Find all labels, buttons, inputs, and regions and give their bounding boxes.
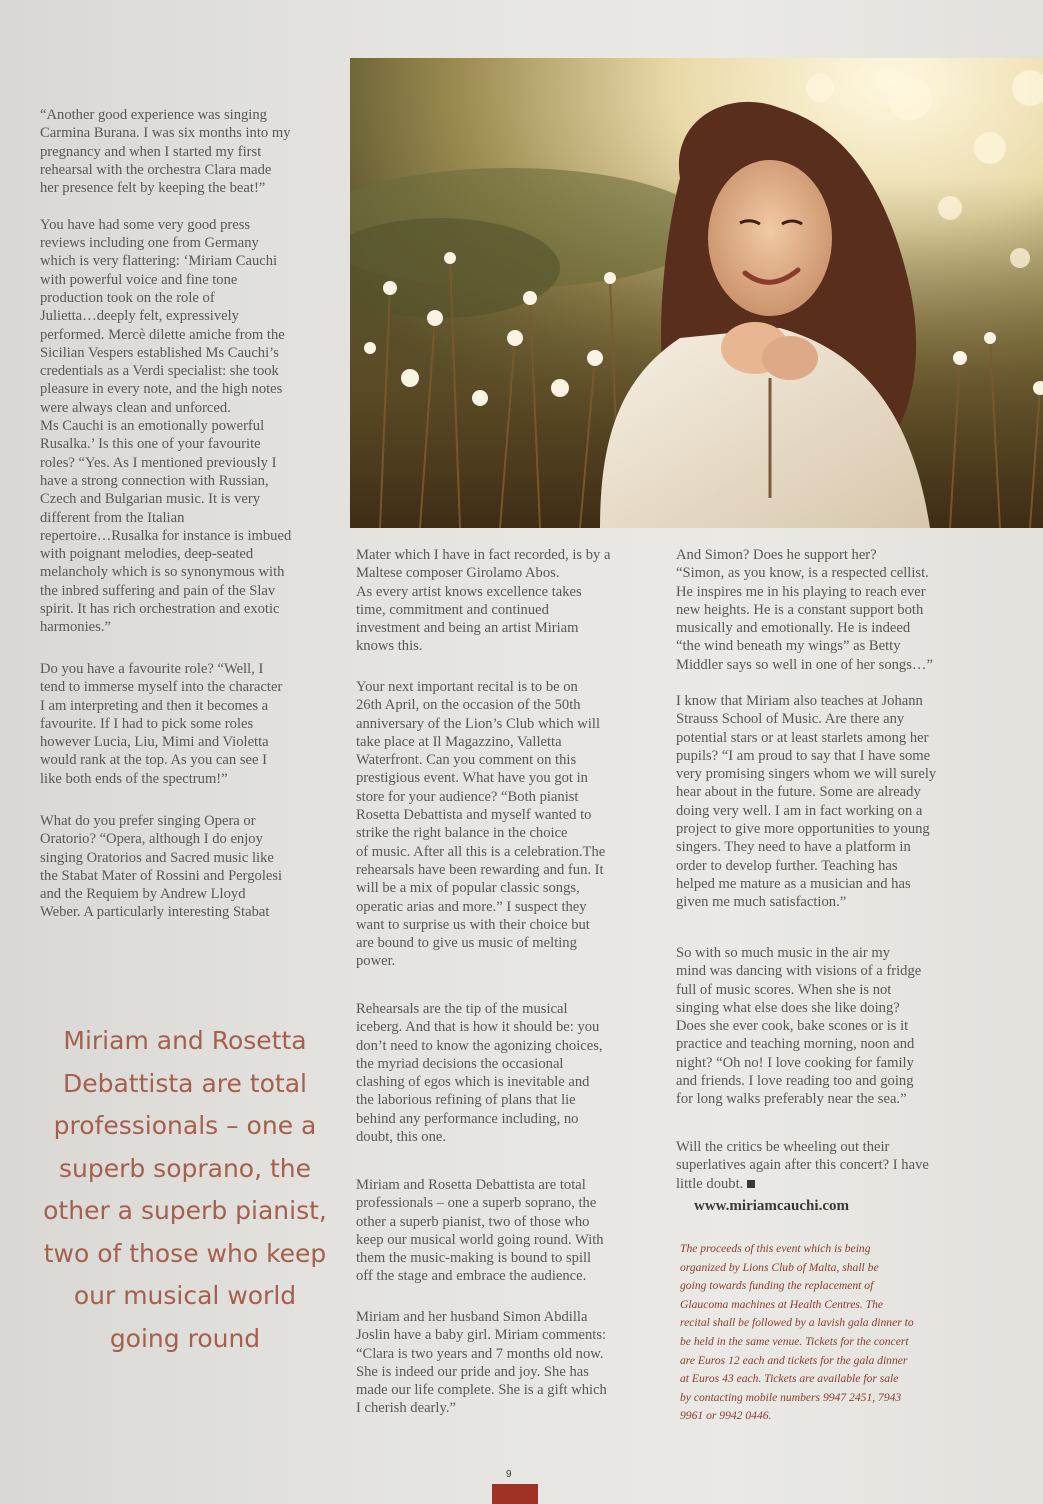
page-number: 9	[506, 1469, 512, 1480]
closing-sentence: Will the critics be wheeling out their superlatives again after this concert? I have little doubt.	[676, 1139, 929, 1192]
right-column-paragraph-3: So with so much music in the air my mind was dancing with visions of a fridge full of music scores. When she is not singing what else does she like doing? Does she ever cook, bake scones or is it practice and teaching morning, noon and night? “Oh no! I love cooking for family and friends. I love reading too and going for long walks preferably near the sea.”	[676, 945, 922, 1108]
middle-column-paragraph-2: Your next important recital is to be on 26th April, on the occasion of the 50th anniversary of the Lion’s Club which will take place at Il Magazzino, Valletta Waterfront. Can you comment on this prestigious event. What have you got in store for your audience? “Both pianist Rosetta Debattista and myself wanted to strike the right balance in the choice of music. After all this is a celebration.The rehearsals have been rewarding and fun. It will be a mix of popular classic songs, operatic arias and more.” I suspect they want to surprise us with their choice but are bound to give us music of melting power.	[356, 679, 606, 970]
portrait-photo	[350, 58, 1043, 528]
end-mark-icon	[747, 1180, 755, 1188]
event-proceeds-note: The proceeds of this event which is being organized by Lions Club of Malta, shall be going towards funding the replacement of Glaucoma machines at Health Centres. The recital shall be followed by a lavish gala dinner to be held in the same venue. Tickets for the concert are Euros 12 each and tickets for the gala dinner at Euros 43 each. Tickets are available for sale by contacting mobile numbers 9947 2451, 7943 9961 or 9942 0446.	[680, 1242, 914, 1423]
left-column-paragraph-3: What do you prefer singing Opera or Oratorio? “Opera, although I do enjoy singing Oratorios and Sacred music like the Stabat Mater of Rossini and Pergolesi and the Requiem by Andrew Lloyd Weber. A particularly interesting Stabat	[40, 813, 283, 921]
left-column-paragraph-1: “Another good experience was singing Carmina Burana. I was six months into my pregnancy and when I started my first rehearsal with the orchestra Clara made her presence felt by keeping the beat!” You have had some very good press reviews including one from Germany which is very flattering: ‘Miriam Cauchi with powerful voice and fine tone production took on the role of Julietta…deeply felt, expressively performed. Mercè dilette amiche from the Sicilian Vespers established Ms Cauchi’s credentials as a Verdi specialist: she took pleasure in every note, and the high notes were always clean and unforced. Ms Cauchi is an emotionally powerful Rusalka.’ Is this one of your favourite roles? “Yes. As I mentioned previously I have a strong connection with Russian, Czech and Bulgarian music. It is very different from the Italian repertoire…Rusalka for instance is imbued with poignant melodies, deep-seated melancholy which is so synonymous with the inbred suffering and pain of the Slav spirit. It has rich orchestration and exotic harmonies.”	[40, 107, 292, 636]
middle-column-paragraph-4: Miriam and Rosetta Debattista are total professionals – one a superb soprano, the other a superb pianist, two of those who keep our musical world going round. With them the music-making is bound to spill off the stage and embrace the audience.	[356, 1177, 604, 1285]
middle-column-paragraph-1: Mater which I have in fact recorded, is by a Maltese composer Girolamo Abos. As every artist knows excellence takes time, commitment and continued investment and being an artist Miriam knows this.	[356, 547, 611, 655]
right-column-paragraph-1: And Simon? Does he support her? “Simon, as you know, is a respected cellist. He inspires me in his playing to reach ever new heights. He is a constant support both musically and emotionally. He is indeed “the wind beneath my wings” as Betty Middler says so well in one of her songs…”	[676, 547, 933, 673]
right-column-paragraph-2: I know that Miriam also teaches at Johann Strauss School of Music. Are there any potential stars or at least starlets among her pupils? “I am proud to say that I have some very promising singers whom we will surely hear about in the future. Some are already doing very well. I am in fact working on a project to give more opportunities to young singers. They need to have a platform in order to develop further. Teaching has helped me mature as a musician and has given me much satisfaction.”	[676, 693, 937, 911]
footer-color-tab	[492, 1484, 538, 1504]
middle-column-paragraph-3: Rehearsals are the tip of the musical iceberg. And that is how it should be: you don’t need to know the agonizing choices, the myriad decisions the occasional clashing of egos which is inevitable and the laborious refining of plans that lie behind any performance including, no doubt, this one.	[356, 1001, 603, 1146]
left-column-paragraph-2: Do you have a favourite role? “Well, I tend to immerse myself into the character I am interpreting and then it becomes a favourite. If I had to pick some roles however Lucia, Liu, Mimi and Violetta would rank at the top. As you can see I like both ends of the spectrum!”	[40, 661, 283, 787]
pull-quote: Miriam and Rosetta Debattista are total professionals – one a superb soprano, the other a superb pianist, two of those who keep our musical world going round	[43, 1026, 327, 1353]
right-column-paragraph-4	[676, 1138, 996, 1193]
website-link[interactable]: www.miriamcauchi.com	[694, 1198, 849, 1214]
middle-column-paragraph-5: Miriam and her husband Simon Abdilla Joslin have a baby girl. Miriam comments: “Clara is two years and 7 months old now. She is indeed our pride and joy. She has made our life complete. She is a gift which I cherish dearly.”	[356, 1309, 607, 1417]
